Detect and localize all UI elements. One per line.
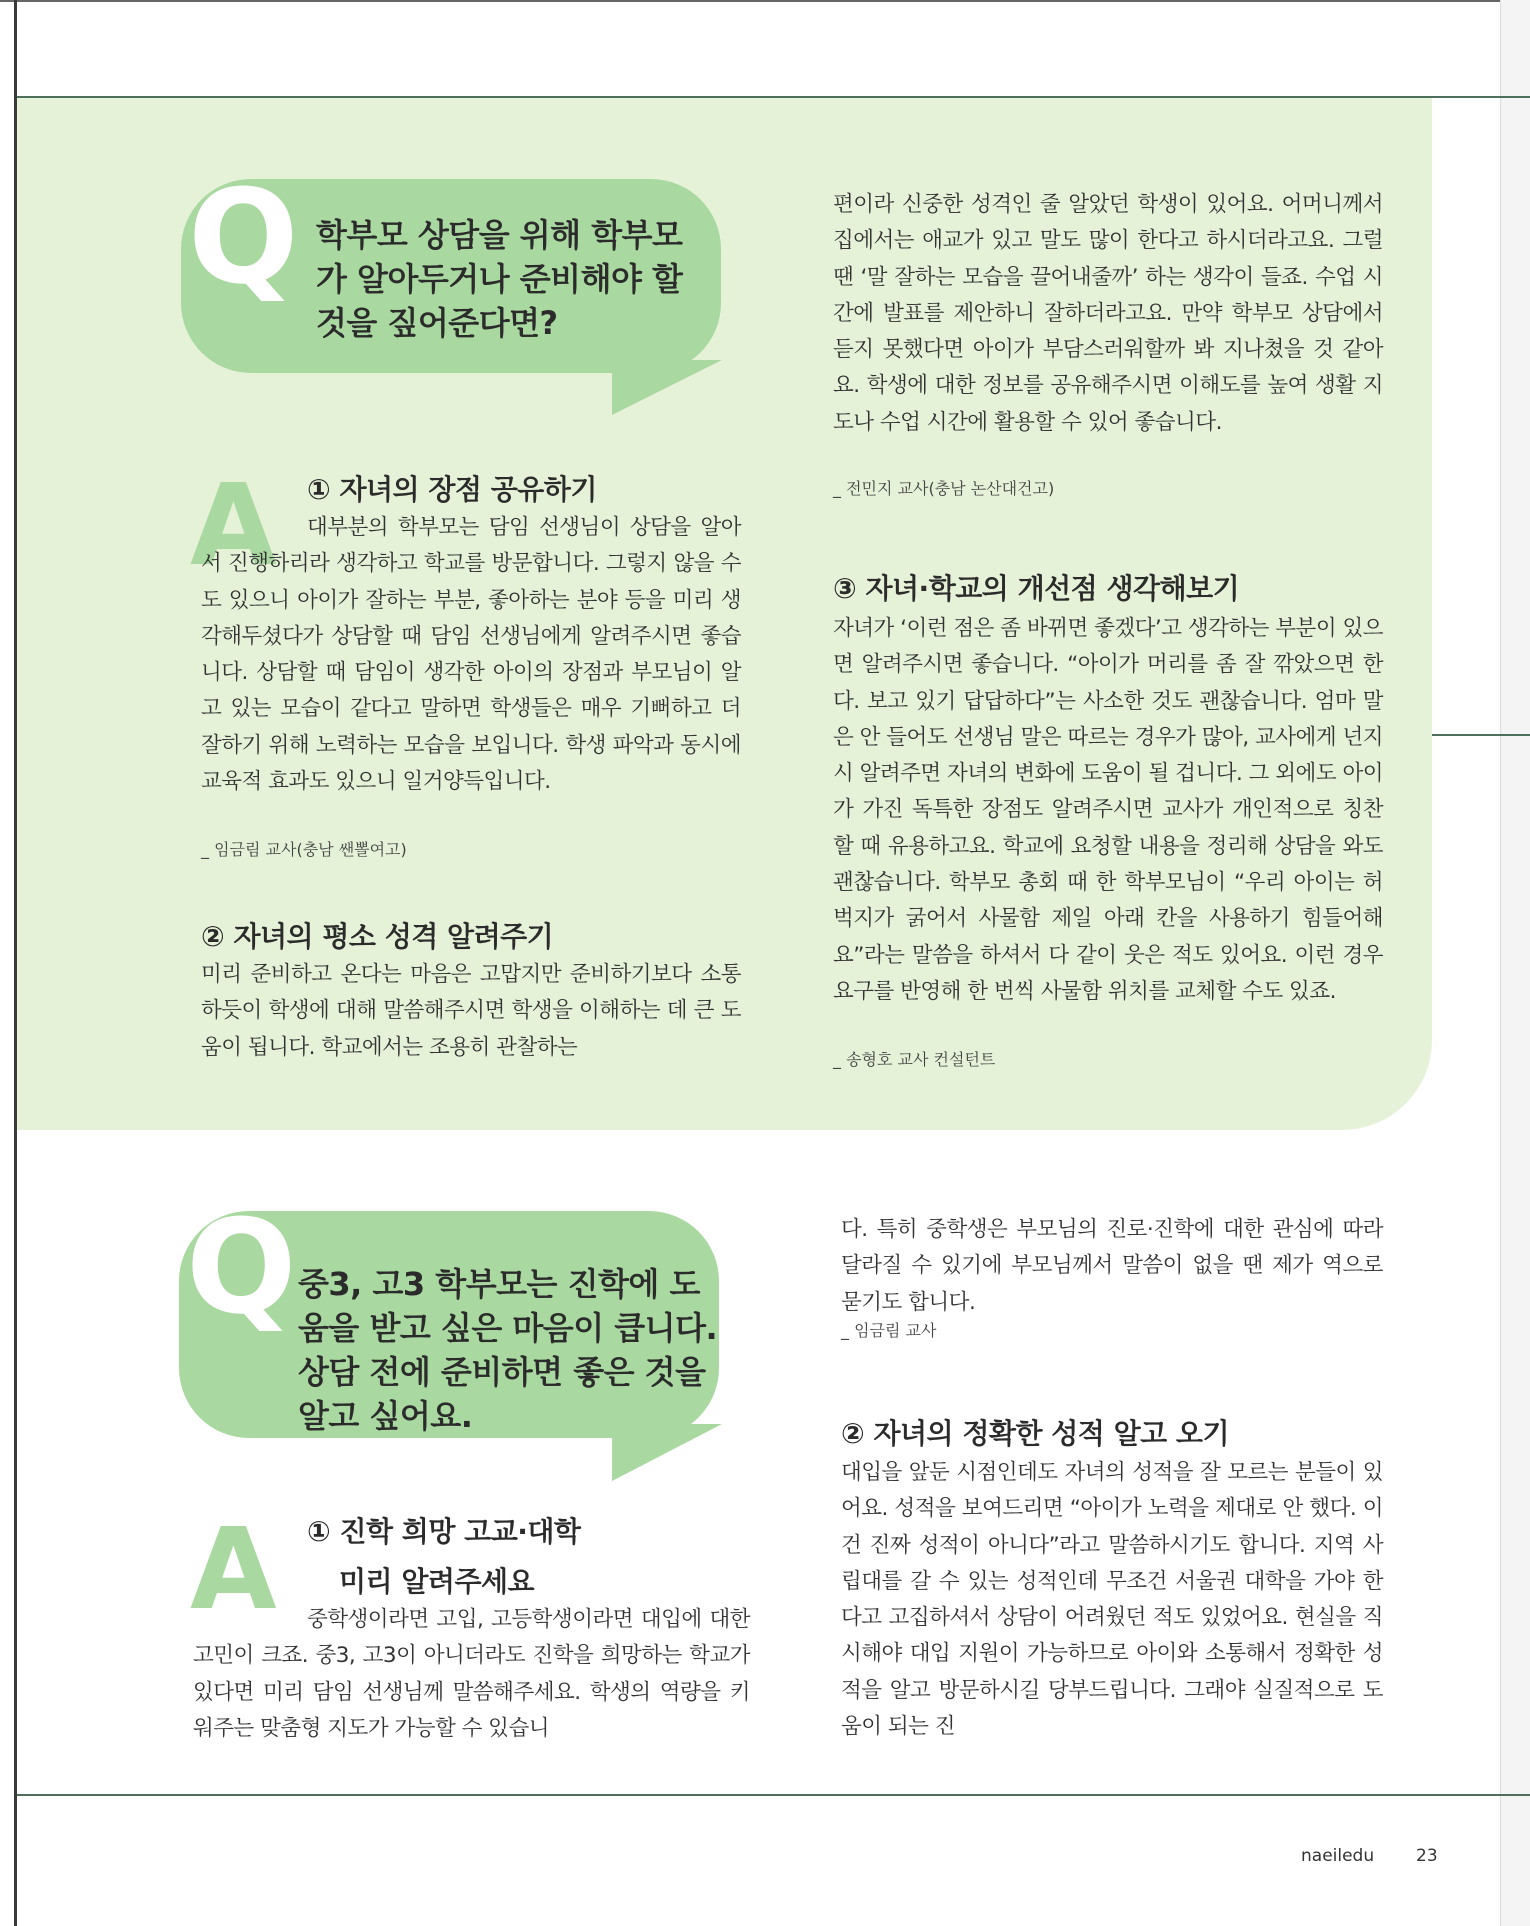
- answer2-heading: ② 자녀의 평소 성격 알려주기: [201, 920, 554, 953]
- answer1-heading: ① 자녀의 장점 공유하기: [307, 473, 597, 506]
- answer3-body: 자녀가 ‘이런 점은 좀 바뀌면 좋겠다’고 생각하는 부분이 있으면 알려주시면 좋습니다. “아이가 머리를 좀 잘 깎았으면 한다. 보고 있기 답답하다”는 사소한 것도 괜찮습니다. 엄마 말은 안 들어도 선생님 말은 따르는 경우가 많아, 교사에게 넌지시 알려주면 자녀의 변화에 도움이 될 겁니다. 그 외에도 아이가 가진 독특한 장점도 알려주시면 교사가 개인적으로 칭찬할 때 유용하고요. 학교에 요청할 내용을 정리해 상담을 와도 괜찮습니다. 학부모 총회 때 한 학부모님이 “우리 아이는 허벅지가 굵어서 사물함 제일 아래 칸을 사용하기 힘들어해요”라는 말씀을 하셔서 다 같이 웃은 적도 있어요. 이런 경우 요구를 반영해 한 번씩 사물함 위치를 교체할 수도 있죠.: [833, 616, 1383, 1004]
- answer3-credit: _ 송형호 교사 컨설턴트: [833, 1050, 996, 1069]
- question-bubble-1-tail: [612, 360, 724, 416]
- answer1-credit: _ 임금림 교사(충남 쌘뽈여고): [201, 840, 407, 859]
- s2-answer2-heading: ② 자녀의 정확한 성적 알고 오기: [841, 1417, 1230, 1450]
- answer2-credit: _ 전민지 교사(충남 논산대건고): [833, 479, 1055, 498]
- page-top-border: [0, 0, 1530, 2]
- s2-answer1-heading-line1: ① 진학 희망 고교·대학: [307, 1515, 581, 1548]
- q-letter-icon-2: Q: [186, 1191, 297, 1343]
- top-rule: [17, 96, 1530, 98]
- s2-answer1-heading-line2: 미리 알려주세요: [339, 1565, 535, 1598]
- margin-rule: [1432, 734, 1530, 736]
- a-letter-icon-2: A: [190, 1505, 277, 1635]
- answer2-body-right: 편이라 신중한 성격인 줄 알았던 학생이 있어요. 어머니께서 집에서는 애교가 있고 말도 많이 한다고 하시더라고요. 그럴 땐 ‘말 잘하는 모습을 끌어내줄까’ 하는 생각이 들죠. 수업 시간에 발표를 제안하니 잘하더라고요. 만약 학부모 상담에서 듣지 못했다면 아이가 부담스러워할까 봐 지나쳤을 것 같아요. 학생에 대한 정보를 공유해주시면 이해도를 높여 생활 지도나 수업 시간에 활용할 수 있어 좋습니다.: [833, 192, 1383, 435]
- answer3-heading: ③ 자녀·학교의 개선점 생각해보기: [833, 572, 1240, 605]
- a-letter-icon: A: [190, 461, 277, 591]
- q-letter-icon: Q: [188, 161, 299, 313]
- s2-answer1-body-left: 중학생이라면 고입, 고등학생이라면 대입에 대한 고민이 크죠. 중3, 고3이 아니더라도 진학을 희망하는 학교가 있다면 미리 담임 선생님께 말씀해주세요. 학생의 역량을 키워주는 맞춤형 지도가 가능할 수 있습니: [193, 1607, 750, 1741]
- bottom-rule: [17, 1794, 1530, 1796]
- footer-page-number: 23: [1416, 1846, 1438, 1866]
- page-edge: [1500, 0, 1530, 1926]
- s2-answer1-body-right: 다. 특히 중학생은 부모님의 진로·진학에 대한 관심에 따라 달라질 수 있기에 부모님께서 말씀이 없을 땐 제가 역으로 묻기도 합니다.: [841, 1217, 1383, 1315]
- question-text-2: 중3, 고3 학부모는 진학에 도움을 받고 싶은 마음이 큽니다. 상담 전에 준비하면 좋은 것을 알고 싶어요.: [298, 1265, 718, 1435]
- question-text-1: 학부모 상담을 위해 학부모가 알아두거나 준비해야 할 것을 짚어준다면?: [316, 216, 683, 342]
- answer1-body: 대부분의 학부모는 담임 선생님이 상담을 알아서 진행하리라 생각하고 학교를 방문합니다. 그렇지 않을 수도 있으니 아이가 잘하는 부분, 좋아하는 분야 등을 미리 생각해두셨다가 상담할 때 담임 선생님에게 알려주시면 좋습니다. 상담할 때 담임이 생각한 아이의 장점과 부모님이 알고 있는 모습이 같다고 말하면 학생들은 매우 기뻐하고 더 잘하기 위해 노력하는 모습을 보입니다. 학생 파악과 동시에 교육적 효과도 있으니 일거양득입니다.: [201, 515, 741, 795]
- s2-answer1-credit: _ 임금림 교사: [841, 1321, 937, 1340]
- s2-answer2-body: 대입을 앞둔 시점인데도 자녀의 성적을 잘 모르는 분들이 있어요. 성적을 보여드리면 “아이가 노력을 제대로 안 했다. 이건 진짜 성적이 아니다”라고 말씀하시기도 합니다. 지역 사립대를 갈 수 있는 성적인데 무조건 서울권 대학을 가야 한다고 고집하셔서 상담이 어려웠던 적도 있었어요. 현실을 직시해야 대입 지원이 가능하므로 아이와 소통해서 정확한 성적을 알고 방문하시길 당부드립니다. 그래야 실질적으로 도움이 되는 진: [841, 1460, 1383, 1740]
- footer-magazine-name: naeiledu: [1301, 1846, 1375, 1866]
- answer2-body-left: 미리 준비하고 온다는 마음은 고맙지만 준비하기보다 소통하듯이 학생에 대해 말씀해주시면 학생을 이해하는 데 큰 도움이 됩니다. 학교에서는 조용히 관찰하는: [201, 962, 741, 1060]
